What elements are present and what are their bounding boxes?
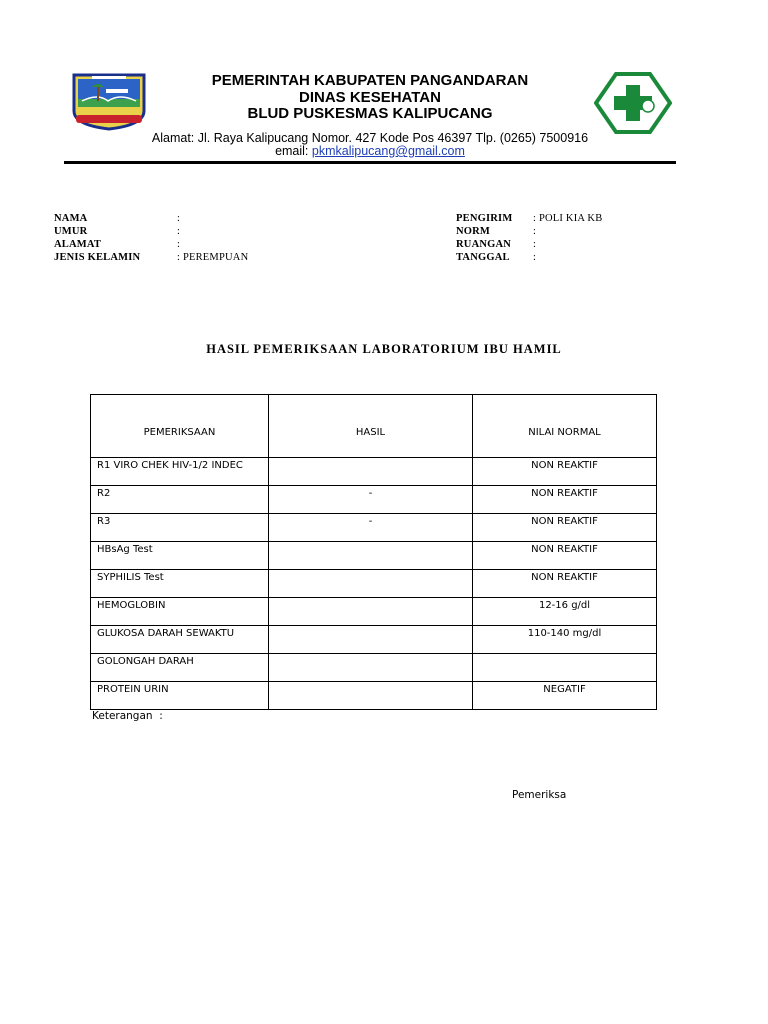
pemeriksa-label: Pemeriksa: [512, 789, 567, 801]
cell-pemeriksaan: R1 VIRO CHEK HIV-1/2 INDEC: [91, 458, 269, 486]
table-row: [91, 654, 657, 682]
table-row: [91, 626, 657, 654]
field-alamat: [54, 238, 314, 251]
cell-nilai-normal: NEGATIF: [473, 682, 657, 710]
cell-pemeriksaan: HBsAg Test: [91, 542, 269, 570]
header-line-2: DINAS KESEHATAN: [299, 89, 441, 106]
cell-pemeriksaan: SYPHILIS Test: [91, 570, 269, 598]
header-divider: [64, 161, 676, 164]
regency-seal-icon: [68, 71, 150, 133]
cell-hasil: [269, 542, 473, 570]
field-value: : PEREMPUAN: [177, 252, 249, 263]
field-label: RUANGAN: [456, 239, 512, 250]
cell-nilai-normal: NON REAKTIF: [473, 458, 657, 486]
table-row: [91, 570, 657, 598]
field-label: TANGGAL: [456, 252, 510, 263]
lab-results-table: [90, 394, 657, 710]
cell-hasil: [269, 626, 473, 654]
cell-hasil: [269, 654, 473, 682]
field-label: NORM: [456, 226, 491, 237]
table-row: [91, 458, 657, 486]
field-ruangan: [456, 238, 656, 251]
email-link[interactable]: pkmkalipucang@gmail.com: [311, 144, 465, 158]
cell-pemeriksaan: GOLONGAH DARAH: [91, 654, 269, 682]
field-value: :: [533, 239, 537, 250]
header-line-1: PEMERINTAH KABUPATEN PANGANDARAN: [211, 72, 529, 89]
keterangan: [92, 710, 163, 722]
header-email-line: [100, 144, 640, 158]
cell-hasil: -: [269, 514, 473, 542]
field-nama: [54, 212, 314, 225]
field-label: PENGIRIM: [456, 213, 513, 224]
field-value: :: [177, 213, 181, 224]
field-umur: [54, 225, 314, 238]
document-title: HASIL PEMERIKSAAN LABORATORIUM IBU HAMIL: [206, 342, 562, 356]
cell-nilai-normal: 12-16 g/dl: [473, 598, 657, 626]
table-row: [91, 682, 657, 710]
email-label: email:: [275, 144, 312, 158]
keterangan-sep: :: [159, 710, 163, 722]
patient-info-left: [54, 212, 314, 264]
patient-info-right: [456, 212, 656, 264]
field-label: NAMA: [54, 213, 88, 224]
field-value: :: [533, 226, 537, 237]
header-hasil: HASIL: [269, 395, 473, 458]
header-pemeriksaan: PEMERIKSAAN: [91, 395, 269, 458]
field-pengirim: [456, 212, 656, 225]
cell-nilai-normal: [473, 654, 657, 682]
field-norm: [456, 225, 656, 238]
field-value: :: [177, 239, 181, 250]
cell-pemeriksaan: PROTEIN URIN: [91, 682, 269, 710]
table-row: [91, 486, 657, 514]
cell-hasil: [269, 458, 473, 486]
table-row: [91, 598, 657, 626]
field-label: UMUR: [54, 226, 88, 237]
cell-pemeriksaan: R3: [91, 514, 269, 542]
cell-hasil: [269, 570, 473, 598]
field-label: JENIS KELAMIN: [54, 252, 141, 263]
table-header-row: [91, 395, 657, 458]
cell-hasil: [269, 598, 473, 626]
field-label: ALAMAT: [54, 239, 102, 250]
cell-pemeriksaan: HEMOGLOBIN: [91, 598, 269, 626]
cell-hasil: [269, 682, 473, 710]
field-value: : POLI KIA KB: [533, 213, 603, 224]
field-jenis-kelamin: [54, 251, 314, 264]
cell-nilai-normal: 110-140 mg/dl: [473, 626, 657, 654]
puskesmas-cross-icon: [594, 72, 672, 134]
cell-nilai-normal: NON REAKTIF: [473, 486, 657, 514]
field-value: :: [177, 226, 181, 237]
header-line-3: BLUD PUSKESMAS KALIPUCANG: [247, 105, 493, 122]
cell-nilai-normal: NON REAKTIF: [473, 542, 657, 570]
keterangan-label: Keterangan: [92, 710, 153, 722]
table-row: [91, 542, 657, 570]
field-value: :: [533, 252, 537, 263]
cell-pemeriksaan: R2: [91, 486, 269, 514]
cell-nilai-normal: NON REAKTIF: [473, 514, 657, 542]
cell-nilai-normal: NON REAKTIF: [473, 570, 657, 598]
cell-pemeriksaan: GLUKOSA DARAH SEWAKTU: [91, 626, 269, 654]
table-row: [91, 514, 657, 542]
field-tanggal: [456, 251, 656, 264]
header-nilai-normal: NILAI NORMAL: [473, 395, 657, 458]
cell-hasil: -: [269, 486, 473, 514]
header-address: Alamat: Jl. Raya Kalipucang Nomor. 427 Kode Pos 46397 Tlp. (0265) 7500916: [151, 131, 589, 145]
